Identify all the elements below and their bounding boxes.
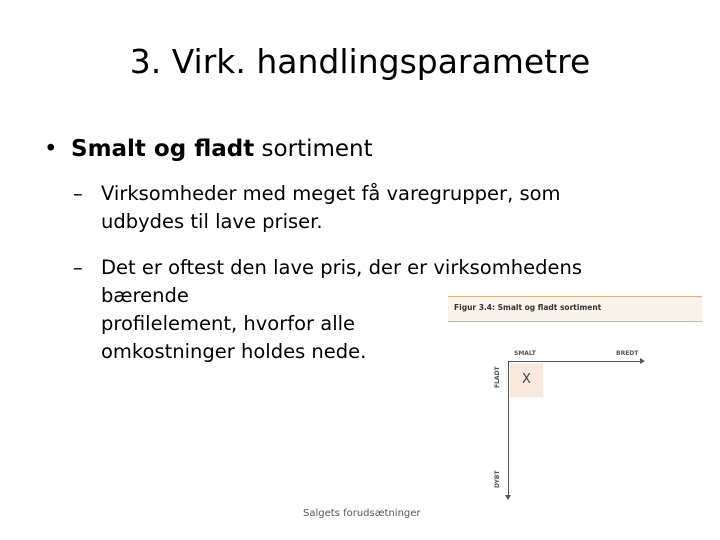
matrix-cell-mark: X xyxy=(510,363,543,397)
bullet-smalt-og-fladt xyxy=(44,136,373,162)
axis-label-smalt: SMALT xyxy=(514,350,536,357)
bullet-marker: • xyxy=(44,136,58,162)
slide-footer: Salgets forudsætninger xyxy=(303,508,421,519)
figure-caption-bar xyxy=(448,296,702,322)
subbullet-2-line-2: bærende xyxy=(101,284,189,307)
bullet-text: sortiment xyxy=(254,136,373,162)
subbullet-1-line-2: udbydes til lave priser. xyxy=(101,210,323,233)
subbullet-1 xyxy=(73,180,673,236)
slide-title: 3. Virk. handlingsparametre xyxy=(129,42,591,81)
axis-label-bredt: BREDT xyxy=(616,350,639,357)
axis-vertical xyxy=(508,361,509,496)
subbullet-dash: – xyxy=(73,182,83,205)
axis-label-fladt: FLADT xyxy=(494,366,501,388)
figure-caption: Figur 3.4: Smalt og fladt sortiment xyxy=(454,303,602,312)
arrow-down-icon xyxy=(505,495,511,500)
subbullet-1-line-1: Virksomheder med meget få varegrupper, som xyxy=(101,182,561,205)
bullet-bold-text: Smalt og fladt xyxy=(71,136,255,162)
arrow-right-icon xyxy=(640,358,645,364)
subbullet-dash: – xyxy=(73,256,83,279)
subbullet-2-line-1: Det er oftest den lave pris, der er virksomhedens xyxy=(101,256,582,279)
subbullet-2-line-3: profilelement, hvorfor alle xyxy=(101,312,356,335)
axis-label-dybt: DYBT xyxy=(494,470,501,488)
axis-horizontal xyxy=(508,361,642,362)
subbullet-2-line-4: omkostninger holdes nede. xyxy=(101,340,367,363)
